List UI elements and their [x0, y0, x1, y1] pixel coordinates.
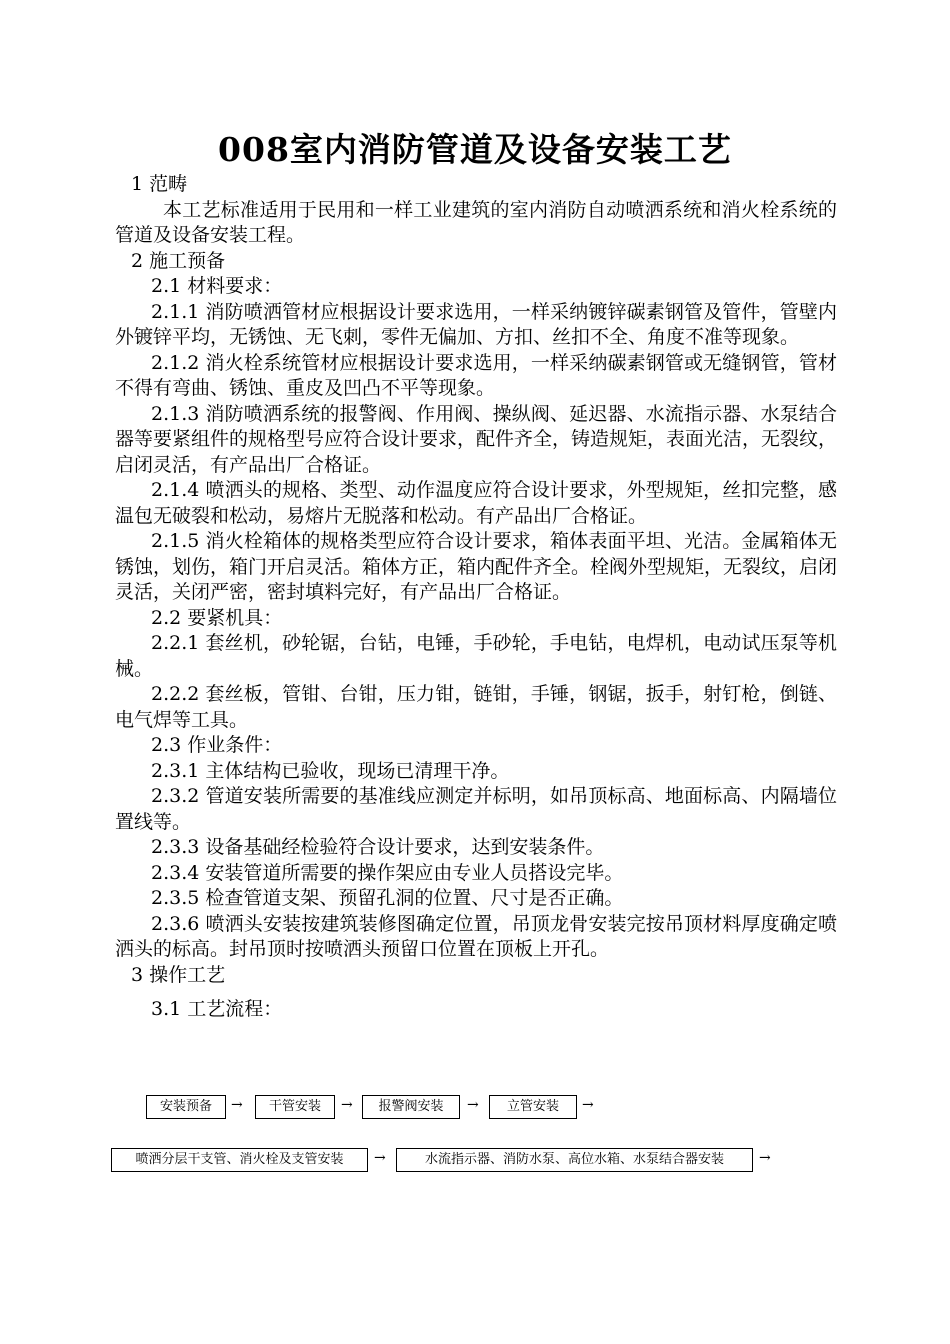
flow-arrow-icon: → [582, 1097, 594, 1113]
section-2-2-2: 2.2.2 套丝板，管钳、台钳，压力钳，链钳，手锤，钢锯，扳手，射钉枪，倒链、电气焊等工具。 [115, 683, 837, 731]
document-body [115, 172, 837, 1023]
section-2-1-4: 2.1.4 喷洒头的规格、类型、动作温度应符合设计要求，外型规矩，丝扣完整，感温包无破裂和松动，易熔片无脱落和松动。有产品出厂合格证。 [115, 479, 837, 527]
flow-step-1: 安装预备 [146, 1095, 226, 1119]
flow-step-5: 喷洒分层干支管、消火栓及支管安装 [111, 1148, 368, 1172]
section-2-1-2: 2.1.2 消火栓系统管材应根据设计要求选用，一样采纳碳素钢管或无缝钢管，管材不得有弯曲、锈蚀、重皮及凹凸不平等现象。 [115, 351, 837, 399]
section-2-2-heading: 2.2 要紧机具： [151, 606, 283, 629]
section-2-1-heading: 2.1 材料要求： [151, 275, 283, 297]
section-1-paragraph: 本工艺标准适用于民用和一样工业建筑的室内消防自动喷洒系统和消火栓系统的管道及设备安装工程。 [115, 198, 837, 246]
flow-arrow-icon: → [231, 1097, 243, 1113]
section-2-1-1: 2.1.1 消防喷洒管材应根据设计要求选用，一样采纳镀锌碳素钢管及管件，管壁内外镀锌平均，无锈蚀、无飞刺，零件无偏加、方扣、丝扣不全、角度不准等现象。 [115, 300, 837, 348]
section-2-3-2: 2.3.2 管道安装所需要的基准线应测定并标明，如吊顶标高、地面标高、内隔墙位置线等。 [115, 785, 837, 833]
section-2-3-3: 2.3.3 设备基础经检验符合设计要求，达到安装条件。 [151, 836, 605, 858]
flow-step-6: 水流指示器、消防水泵、高位水箱、水泵结合器安装 [396, 1148, 753, 1172]
section-2-1-3: 2.1.3 消防喷洒系统的报警阀、作用阀、操纵阀、延迟器、水流指示器、水泵结合器等要紧组件的规格型号应符合设计要求，配件齐全，铸造规矩，表面光洁，无裂纹，启闭灵活，有产品出厂合格证。 [115, 402, 838, 476]
section-2-heading: 2 施工预备 [131, 249, 226, 272]
flow-arrow-icon: → [341, 1097, 353, 1113]
flow-arrow-icon: → [467, 1097, 479, 1113]
flow-step-3: 报警阀安装 [362, 1095, 460, 1119]
section-3-1-heading: 3.1 工艺流程： [151, 998, 283, 1020]
section-3-heading: 3 操作工艺 [131, 963, 226, 986]
section-2-3-5: 2.3.5 检查管道支架、预留孔洞的位置、尺寸是否正确。 [151, 887, 624, 909]
flow-arrow-icon: → [374, 1150, 386, 1166]
document-title: 008室内消防管道及设备安装工艺 [218, 130, 732, 169]
section-2-3-heading: 2.3 作业条件： [151, 734, 283, 756]
flow-arrow-icon: → [759, 1150, 771, 1166]
flow-step-4: 立管安装 [489, 1095, 577, 1119]
section-2-1-5: 2.1.5 消火栓箱体的规格类型应符合设计要求，箱体表面平坦、光洁。金属箱体无锈蚀，划伤，箱门开启灵活。箱体方正，箱内配件齐全。栓阀外型规矩，无裂纹，启闭灵活，关闭严密，密封填料完好，有产品出厂合格证。 [115, 530, 838, 603]
section-2-2-1: 2.2.1 套丝机，砂轮锯，台钻，电锤，手砂轮，手电钻，电焊机，电动试压泵等机械。 [115, 632, 837, 680]
flow-step-2: 干管安装 [255, 1095, 335, 1119]
section-2-3-4: 2.3.4 安装管道所需要的操作架应由专业人员搭设完毕。 [151, 861, 624, 884]
section-2-3-6: 2.3.6 喷洒头安装按建筑装修图确定位置，吊顶龙骨安装完按吊顶材料厚度确定喷洒头的标高。封吊顶时按喷洒头预留口位置在顶板上开孔。 [115, 912, 837, 960]
section-1-heading: 1 范畴 [131, 173, 188, 195]
section-2-3-1: 2.3.1 主体结构已验收，现场已清理干净。 [151, 759, 510, 782]
